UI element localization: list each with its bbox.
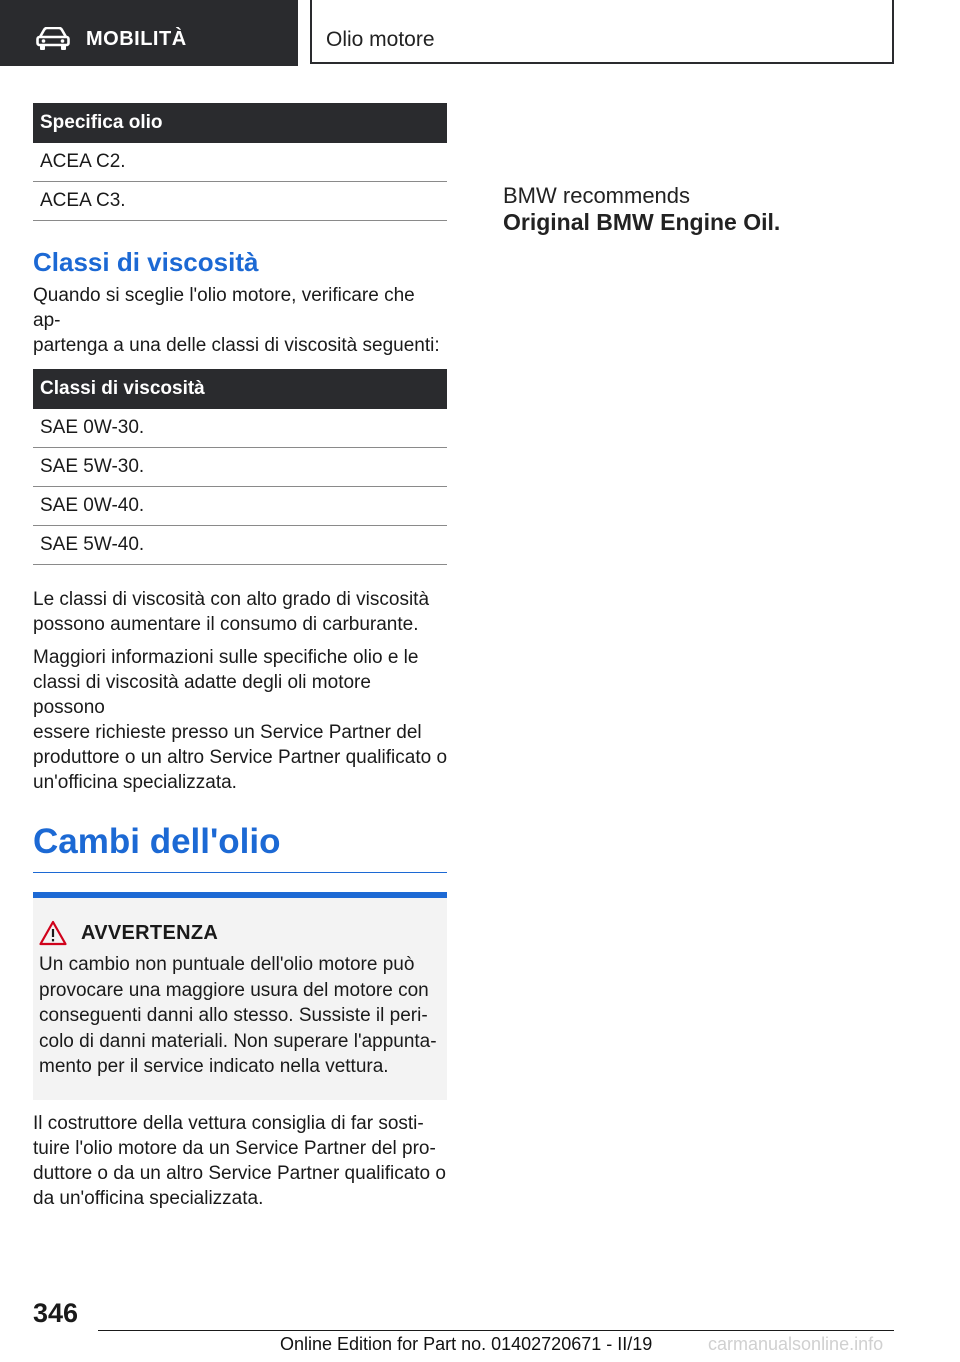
viscosity-note-consumption [33,587,447,637]
oil-change-heading: Cambi dell'olio [33,822,281,861]
table-row: ACEA C3. [33,182,447,221]
footer-rule [98,1330,894,1331]
page-header [0,0,960,66]
text-line: tuire l'olio motore da un Service Partner del pro- [33,1137,436,1159]
text-line: Un cambio non puntuale dell'olio motore può [39,954,415,975]
oil-change-body [33,1111,447,1211]
text-line: da un'officina specializzata. [33,1187,264,1209]
text-line: duttore o da un altro Service Partner qualificato o [33,1162,446,1184]
ad-line-oil: Original BMW Engine Oil. [503,209,781,235]
bmw-oil-recommendation [503,182,883,236]
viscosity-table-header: Classi di viscosità [33,369,447,409]
edition-text: Online Edition for Part no. 01402720671 - II/19 [280,1334,653,1354]
section-label: MOBILITÀ [86,28,187,50]
warning-box [33,892,447,1100]
warning-head [39,920,439,946]
ad-line-recommends: BMW recommends [503,183,691,208]
table-row: SAE 0W-30. [33,409,447,448]
topic-label: Olio motore [326,28,435,51]
table-row: SAE 5W-40. [33,526,447,565]
page-number: 346 [33,1298,79,1328]
oil-spec-table [33,103,447,221]
topic-box [310,0,894,64]
warning-triangle-icon [39,920,67,946]
table-row: ACEA C2. [33,143,447,182]
text-line: Il costruttore della vettura consiglia di far sosti- [33,1112,424,1134]
text-line: essere richieste presso un Service Partner del [33,722,422,743]
text-line: partenga a una delle classi di viscosità seguenti: [33,335,440,356]
text-line: mento per il service indicato nella vettura. [39,1056,389,1077]
text-line: possono aumentare il consumo di carburante. [33,614,419,635]
viscosity-note-info [33,645,447,795]
text-line: classi di viscosità adatte degli oli motore possono [33,672,371,718]
text-line: conseguenti danni allo stesso. Sussiste il peri- [39,1005,428,1026]
heading-rule [33,872,447,873]
text-line: produttore o un altro Service Partner qualificato o [33,747,448,768]
text-line: colo di danni materiali. Non superare l'appunta- [39,1030,437,1052]
section-tab [0,0,298,66]
text-line: Maggiori informazioni sulle specifiche olio e le [33,647,419,668]
text-line: Quando si sceglie l'olio motore, verificare che ap- [33,285,415,331]
viscosity-intro [33,283,447,358]
text-line: Le classi di viscosità con alto grado di viscosità [33,589,430,610]
warning-title: AVVERTENZA [81,921,219,944]
text-line: provocare una maggiore usura del motore con [39,979,429,1001]
table-row: SAE 0W-40. [33,487,447,526]
text-line: un'officina specializzata. [33,772,237,793]
viscosity-table [33,369,447,565]
table-row: SAE 5W-30. [33,448,447,487]
oil-spec-table-header: Specifica olio [33,103,447,143]
warning-text [39,952,439,1080]
watermark: carmanualsonline.info [708,1334,884,1354]
car-icon [36,27,70,51]
main-column [33,103,447,1211]
viscosity-heading: Classi di viscosità [33,247,259,277]
